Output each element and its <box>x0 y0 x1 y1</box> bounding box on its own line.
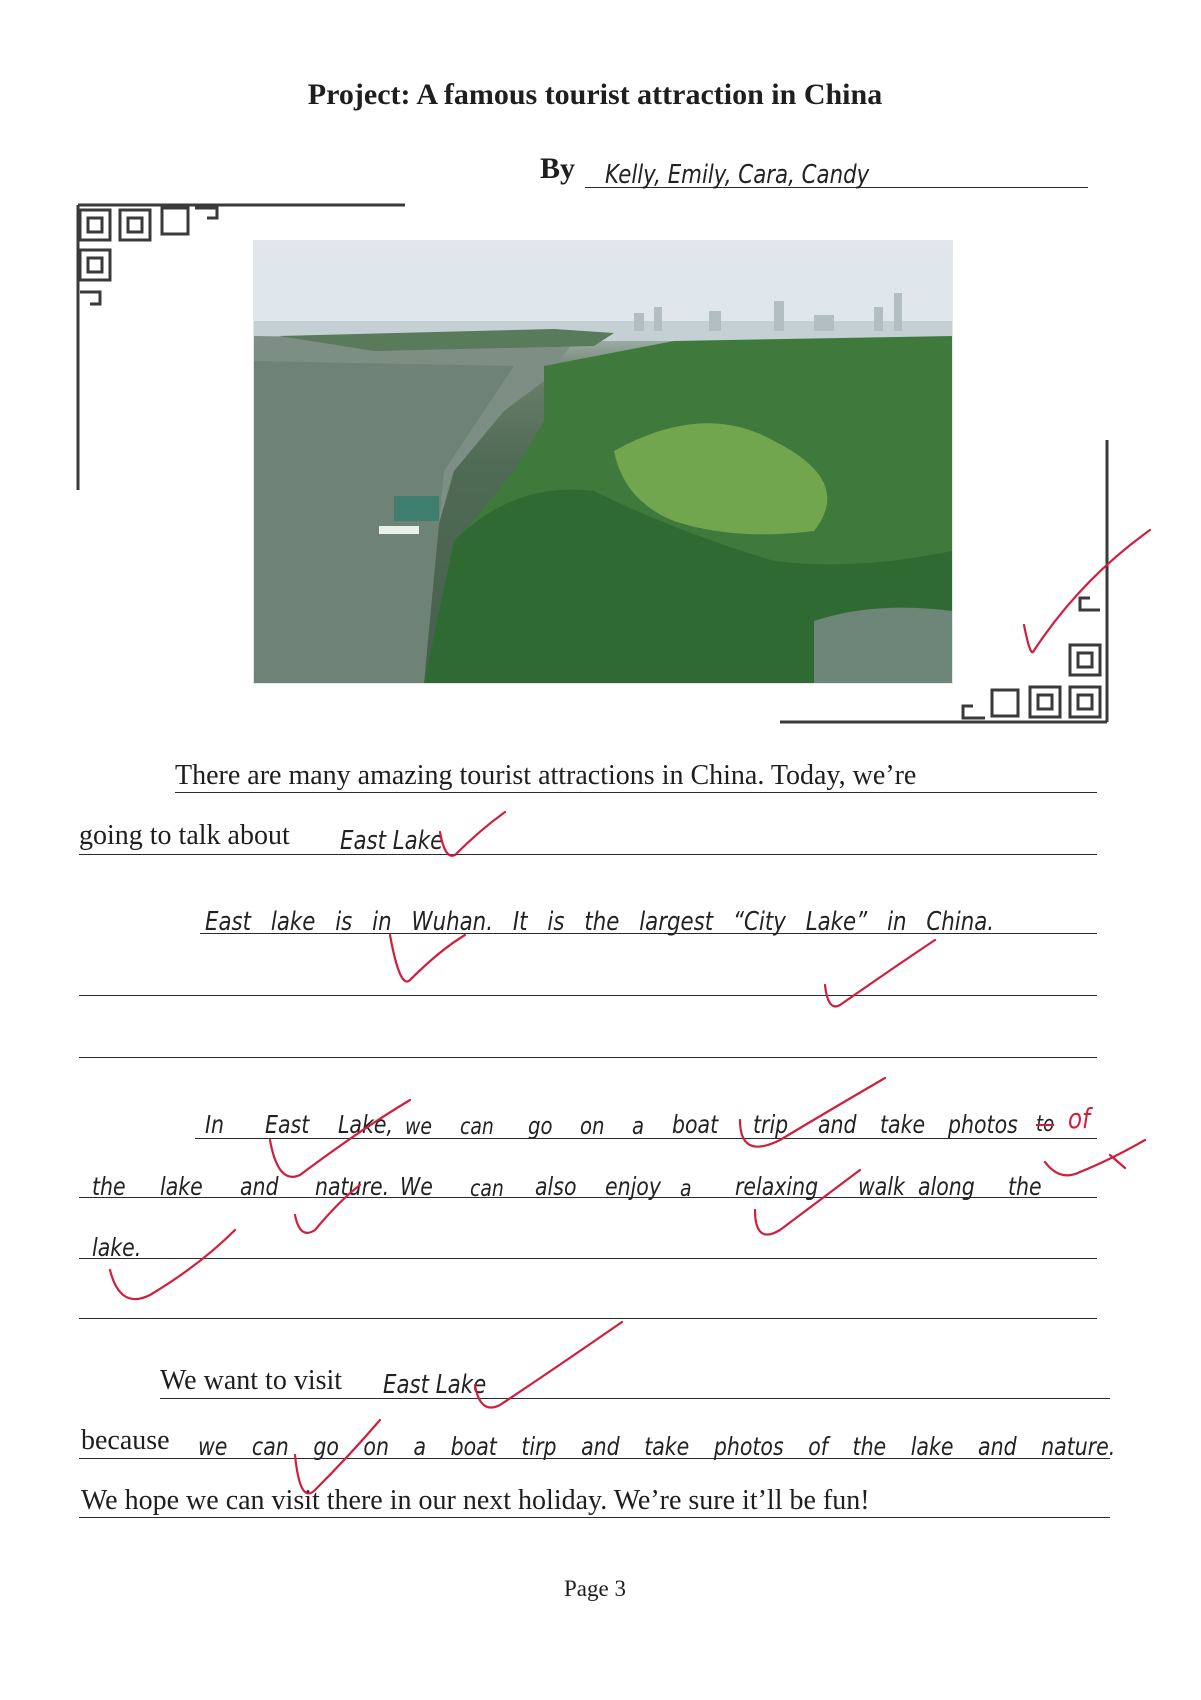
paragraph3-word: the <box>1008 1172 1042 1201</box>
paragraph3-rule1 <box>195 1138 1097 1139</box>
paragraph3-word: a <box>632 1112 645 1140</box>
check-mark <box>1024 530 1150 652</box>
check-mark <box>475 1322 622 1408</box>
paragraph1-line2-rule <box>79 854 1097 855</box>
paragraph3-word: also <box>535 1172 577 1201</box>
check-mark <box>390 935 465 982</box>
paragraph4-because: because <box>81 1425 170 1456</box>
paragraph3-word: Lake, <box>338 1110 393 1139</box>
paragraph4-start: We want to visit <box>160 1365 343 1396</box>
paragraph2-rule2 <box>79 995 1097 996</box>
paragraph3-word: the <box>92 1172 126 1201</box>
paragraph3-word: trip <box>753 1110 789 1139</box>
paragraph4-rule1 <box>160 1398 1110 1399</box>
paragraph3-word: a <box>680 1176 692 1202</box>
cross-mark <box>1110 1155 1125 1168</box>
paragraph3-word: and <box>240 1172 279 1201</box>
paragraph4-place: East Lake <box>383 1370 487 1400</box>
check-mark <box>440 812 505 856</box>
paragraph3-word: take <box>880 1110 926 1139</box>
east-lake-photo <box>253 240 953 684</box>
paragraph4-closing: We hope we can visit there in our next holiday. We’re sure it’ll be fun! <box>81 1485 870 1516</box>
paragraph3-rule3 <box>79 1258 1097 1259</box>
paragraph3-word: go <box>528 1112 553 1140</box>
paragraph3-word: and <box>818 1110 857 1139</box>
byline-underline <box>585 187 1088 188</box>
page-number: Page 3 <box>564 1576 626 1601</box>
paragraph3-word: enjoy <box>605 1172 661 1201</box>
paragraph3-word: photos <box>948 1110 1018 1139</box>
paragraph3-crossed-word: to <box>1036 1112 1055 1137</box>
paragraph2-rule3 <box>79 1057 1097 1058</box>
paragraph3-word: nature. <box>315 1172 390 1201</box>
paragraph1-line1: There are many amazing tourist attractions in China. Today, we’re <box>175 760 917 791</box>
page-title: Project: A famous tourist attraction in China <box>307 78 883 111</box>
paragraph3-word: can <box>460 1114 494 1140</box>
paragraph1-line1-rule <box>175 792 1097 793</box>
paragraph3-word: along <box>918 1172 975 1201</box>
paragraph3-word: East <box>265 1110 310 1139</box>
paragraph3-word: we <box>405 1114 433 1140</box>
paragraph3-word: relaxing <box>735 1172 819 1201</box>
check-mark <box>1045 1140 1145 1175</box>
paragraph2-line1: East lake is in Wuhan. It is the largest “City Lake” in China. <box>205 907 995 937</box>
paragraph3-rule4 <box>79 1318 1097 1319</box>
photo-scene <box>254 241 952 683</box>
paragraph3-rule2 <box>79 1197 1097 1198</box>
paragraph3-line3: lake. <box>92 1233 142 1262</box>
paragraph3-word: walk <box>858 1172 905 1201</box>
paragraph3-word: boat <box>672 1110 719 1139</box>
check-mark <box>825 940 935 1006</box>
byline-label: By <box>540 152 576 185</box>
paragraph3-word: We <box>400 1172 433 1201</box>
paragraph3-word: In <box>205 1110 225 1139</box>
byline-authors: Kelly, Emily, Cara, Candy <box>605 160 870 190</box>
paragraph3-word: lake <box>160 1172 203 1201</box>
paragraph1-answer: East Lake <box>340 826 444 856</box>
paragraph4-rule3 <box>79 1517 1110 1518</box>
paragraph3-correction: of <box>1068 1102 1091 1135</box>
paragraph3-word: can <box>470 1176 504 1202</box>
paragraph3-word: on <box>580 1112 605 1140</box>
paragraph4-rule2 <box>79 1458 1110 1459</box>
paragraph2-rule1 <box>200 933 1097 934</box>
paragraph1-line2: going to talk about <box>79 820 290 851</box>
paragraph4-reason: we can go on a boat tirp and take photos of the lake and nature. <box>198 1432 1116 1461</box>
